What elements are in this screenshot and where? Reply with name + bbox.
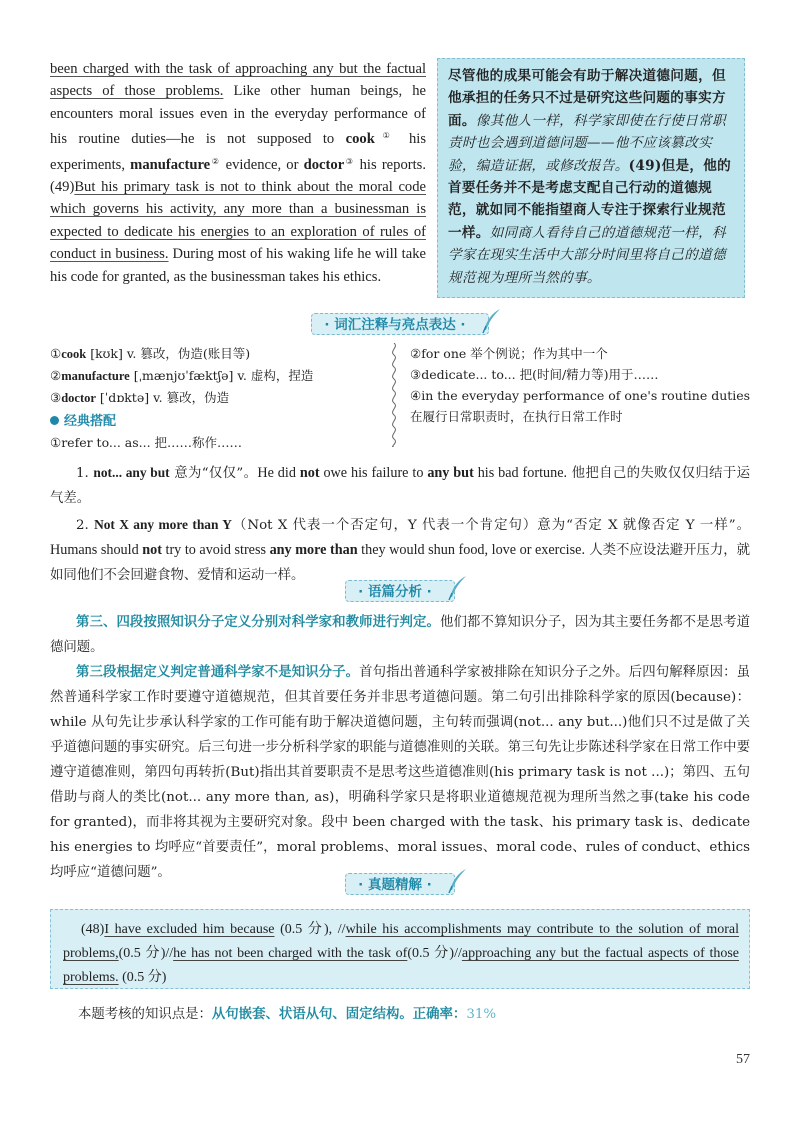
collocation-item: ①refer to... as... 把……称作…… — [50, 435, 243, 450]
analysis-banner: · 语篇分析 · — [0, 580, 800, 604]
passage-underlined-sentence: been charged with the task of approaching any but the factual aspects of those problems. — [50, 61, 426, 100]
wavy-divider — [387, 343, 401, 447]
vocab-item: ①cook [kʊk] v. 篡改，伪造(账目等) — [50, 346, 251, 361]
question-49-number: (49) — [50, 179, 75, 196]
vocab-item: ②manufacture [ˌmænjʊˈfæktʃə] v. 虚构，捏造 — [50, 368, 314, 383]
grammar-point-2: 2. Not X any more than Y（Not X 代表一个否定句，Y 代表一个肯定句）意为“否定 X 就像否定 Y 一样”。Humans should not try to avoid stress any more than they would shun food, love or exercise. 人类不应设法避开压力，就如同他们不会回避食物、爱情和运动一样。 — [50, 517, 751, 583]
vocab-right-column — [410, 343, 755, 427]
vocab-item: 在履行日常职责时，在执行日常工作时 — [410, 409, 623, 424]
vocab-word-manufacture: manufacture — [130, 156, 211, 173]
accuracy-rate: 31% — [466, 1007, 497, 1022]
collocation-title: 经典搭配 — [50, 411, 380, 432]
vocab-item: ③doctor [ˈdɒktə] v. 篡改，伪造 — [50, 390, 230, 405]
analysis-paragraph-1: 第三、四段按照知识分子定义分别对科学家和教师进行判定。他们都不算知识分子，因为其主要任务都不是思考道德问题。 — [50, 614, 751, 655]
page-number: 57 — [736, 1052, 750, 1067]
vocab-item: ④in the everyday performance of one's routine duties — [410, 388, 751, 403]
translation-bold-1: 尽管他的成果可能会有助于解决道德问题，但他承担的任务只不过是研究这些问题的事实方面。 — [448, 68, 726, 129]
vocab-word-doctor: doctor — [303, 156, 345, 173]
translation-box — [437, 58, 745, 298]
analysis-paragraph-2: 第三段根据定义判定普通科学家不是知识分子。首句指出普通科学家被排除在知识分子之外。后四句解释原因：虽然普通科学家工作时要遵守道德规范，但其首要任务并非思考道德问题。第二句引出排除科学家的原因(because)：while 从句先让步承认科学家的工作可能有助于解决道德问题，主句转而强调(not... any but...)他们只不过是做了关乎道德问题的事实研究。后三句进一步分析科学家的职能与道德准则的关联。第三句先让步陈述科学家在日常工作中要遵守道德准则，第四句再转折(But)指出其首要职责不是思考这些道德准则(his primary task is not ...)；第四、五句借助与商人的类比(not... any more than, as)，明确科学家只是将职业道德规范视为理所当然之事(take his code for granted)，而非将其视为主要研究对象。段中 been charged with the task、his primary task is、dedicate his energies to 均呼应“首要责任”，moral problems、moral issues、moral code、rules of conduct、ethics 均呼应“道德问题”。 — [50, 664, 751, 880]
answer-banner: · 真题精解 · — [0, 873, 800, 897]
translation-normal-1: 像其他人一样，科学家即使在行使日常职责时也会遇到道德问题——他不应该篡改实验，编造证据，或修改报告。 — [448, 112, 726, 174]
quill-icon — [446, 575, 468, 601]
question-49-sentence: But his primary task is not to think about the moral code which governs his activity, any more than a businessman is expected to dedicate his energies to an exploration of rules of conduct in business. — [50, 179, 426, 263]
translation-normal-2: 如同商人看待自己的道德规范一样，科学家在现实生活中大部分时间里将自己的道德规范视为理所当然的事。 — [448, 224, 726, 286]
vocab-banner: · 词汇注释与亮点表达 · — [0, 313, 800, 337]
translation-bold-2: (49)但是，他的首要任务并不是考虑支配自己行动的道德规范，就如同不能指望商人专注于探索行业规范一样。 — [448, 157, 732, 241]
vocab-left-column — [50, 343, 380, 453]
english-passage: been charged with the task of approaching any but the factual aspects of those problems. Like other human beings, he encounters moral issues even in the everyday performance of his routine duties—he is not supposed to cook① his experiments, manufacture② evidence, or doctor③ his reports. (49)But his primary task is not to think about the moral code which governs his activity, any more than a businessman is expected to dedicate his energies to an exploration of rules of conduct in business. During most of his waking life he will take his code for granted, as the businessman takes his ethics. — [50, 61, 427, 285]
grammar-point-1: 1. not... any but 意为“仅仅”。He did not owe his failure to any but his bad fortune. 他把自己的失败仅仅归结于运气差。 — [50, 465, 750, 506]
answer-box: (48)I have excluded him because (0.5 分), //while his accomplishments may contribute to the solution of moral problems,(0.5 分)//he has not been charged with the task of(0.5 分)//approaching any but the factual aspects of those problems. (0.5 分) — [50, 909, 750, 989]
vocab-item: ③dedicate... to... 把(时间/精力等)用于…… — [410, 367, 659, 382]
quill-icon — [446, 868, 468, 894]
vocab-word-cook: cook — [345, 131, 375, 148]
quill-icon — [480, 308, 502, 334]
bullet-dot-icon — [50, 416, 59, 425]
knowledge-points: 本题考核的知识点是：从句嵌套、状语从句、固定结构。正确率：31% — [78, 1006, 497, 1022]
vocab-item: ②for one 举个例说；作为其中一个 — [410, 346, 608, 361]
